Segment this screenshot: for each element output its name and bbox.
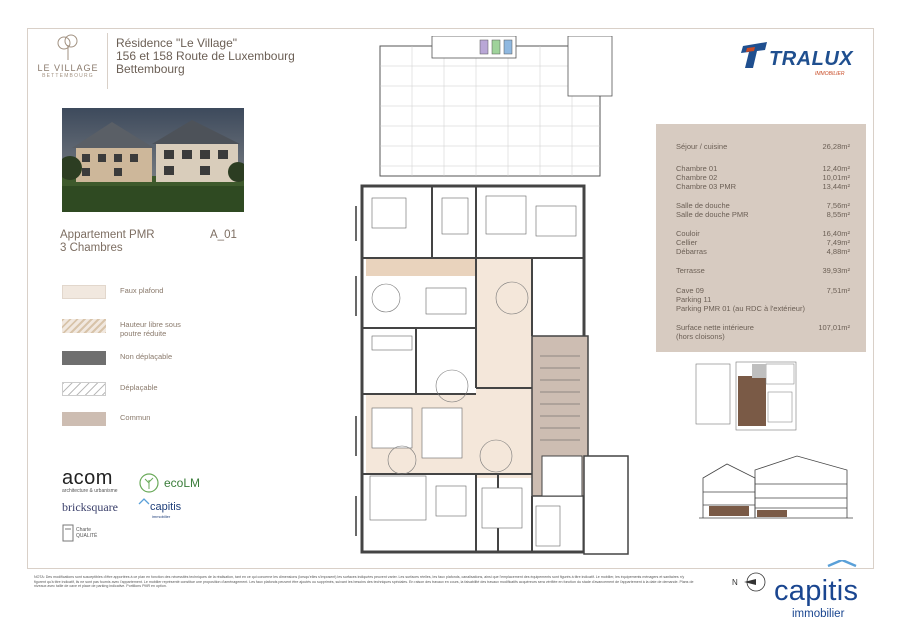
surface-row — [676, 238, 850, 247]
surface-row — [676, 210, 850, 219]
surface-label: Chambre 03 PMR — [676, 182, 737, 191]
tralux-logo-subtitle: IMMOBILIER — [815, 71, 845, 77]
surface-label: (hors cloisons) — [676, 332, 725, 341]
surface-row — [676, 295, 850, 304]
surface-value: 26,28m² — [822, 142, 850, 151]
surface-value: 4,88m² — [826, 247, 850, 256]
surface-value: 10,01m² — [822, 173, 850, 182]
legend-item-non-deplacable — [60, 350, 300, 370]
surface-label: Terrasse — [676, 266, 705, 275]
legend-item-commun — [60, 411, 300, 431]
surface-label: Couloir — [676, 229, 700, 238]
surface-row — [676, 142, 850, 151]
legend-item-faux-plafond — [60, 284, 300, 304]
charte-text — [76, 527, 116, 539]
charte-line1: Charte — [76, 527, 92, 533]
apartment-type — [60, 229, 155, 255]
bricksquare-logo: bricksquare — [62, 500, 118, 514]
surface-row — [676, 323, 850, 332]
surface-label: Chambre 01 — [676, 164, 718, 173]
legend-swatch — [62, 382, 106, 396]
residence-name: Résidence "Le Village" — [116, 36, 238, 50]
floor-plan-drawing — [352, 36, 644, 564]
capitis-small-logo — [138, 497, 182, 519]
acom-logo-text: acom — [62, 467, 113, 489]
legend-label: Faux plafond — [120, 286, 164, 295]
legend-swatch — [62, 319, 106, 333]
charte-qualite-logo — [62, 524, 98, 547]
acom-logo — [62, 468, 118, 494]
header-divider — [107, 33, 108, 89]
surface-value: 12,40m² — [822, 164, 850, 173]
capitis-logo-subtitle: immobilier — [792, 608, 845, 620]
surface-label: Salle de douche PMR — [676, 210, 749, 219]
capitis-small-subtitle: immobilier — [152, 514, 171, 519]
house-icon — [138, 498, 150, 510]
apartment-reference: A_01 — [210, 229, 237, 241]
compass-icon — [732, 566, 772, 596]
acom-logo-subtitle: architecture & urbanisme — [62, 488, 118, 494]
surface-value: 16,40m² — [822, 229, 850, 238]
legend-label: Commun — [120, 413, 151, 422]
surface-label: Surface nette intérieure — [676, 323, 754, 332]
surface-label: Parking PMR 01 (au RDC à l'extérieur) — [676, 304, 805, 313]
building-render-image — [62, 108, 244, 212]
north-label: N — [732, 578, 738, 587]
surface-value: 7,51m² — [826, 286, 850, 295]
surface-label: Parking 11 — [676, 295, 712, 304]
surface-row — [676, 182, 850, 191]
surface-row — [676, 332, 850, 341]
ecolm-logo-text: ecoLM — [164, 476, 201, 490]
charte-line2: QUALITÉ — [76, 533, 98, 539]
ecolm-logo — [138, 472, 201, 499]
surface-row — [676, 201, 850, 210]
legend-item-deplacable — [60, 381, 300, 401]
building-section-diagram — [697, 448, 857, 526]
surface-row — [676, 266, 850, 275]
surface-value: 39,93m² — [822, 266, 850, 275]
surface-label: Débarras — [676, 247, 707, 256]
legend-label: Non déplaçable — [120, 352, 173, 361]
tralux-logo-text: TRALUX — [769, 48, 854, 70]
tree-icon — [56, 33, 80, 61]
tralux-mark-icon — [741, 40, 771, 70]
legend-label: Déplaçable — [120, 383, 158, 392]
le-village-logo — [36, 33, 100, 93]
legend-item-hauteur-libre — [60, 318, 300, 338]
logo-subtitle: BETTEMBOURG — [42, 73, 94, 79]
surface-label: Cave 09 — [676, 286, 704, 295]
surface-value: 7,56m² — [826, 201, 850, 210]
surface-row — [676, 304, 850, 313]
address-block — [116, 37, 295, 76]
north-arrow — [732, 566, 772, 596]
surfaces-table — [656, 124, 866, 352]
city: Bettembourg — [116, 62, 185, 76]
ecolm-icon — [138, 472, 160, 494]
apartment-type-line2: 3 Chambres — [60, 242, 123, 254]
tralux-logo — [741, 40, 861, 80]
legend-swatch — [62, 412, 106, 426]
capitis-small-text: capitis — [150, 501, 182, 513]
surface-label: Salle de douche — [676, 201, 730, 210]
surface-value: 7,49m² — [826, 238, 850, 247]
surface-value: 107,01m² — [818, 323, 850, 332]
street-address: 156 et 158 Route de Luxembourg — [116, 49, 295, 63]
surface-label: Séjour / cuisine — [676, 142, 728, 151]
logo-title: LE VILLAGE — [37, 63, 99, 73]
legend-label: Hauteur libre sous poutre réduite — [120, 320, 181, 338]
surface-row — [676, 247, 850, 256]
surface-row — [676, 173, 850, 182]
location-mini-plan — [690, 352, 850, 432]
surface-row — [676, 229, 850, 238]
surface-label: Cellier — [676, 238, 698, 247]
charte-badge-icon — [62, 524, 74, 542]
surface-row — [676, 164, 850, 173]
surface-label: Chambre 02 — [676, 173, 718, 182]
legend-swatch — [62, 351, 106, 365]
surface-row — [676, 286, 850, 295]
surface-value: 8,55m² — [826, 210, 850, 219]
legend-swatch — [62, 285, 106, 299]
legal-notes: NOTA: Des modifications sont susceptibles d'être apportées à ce plan en fonction des nécessités techniques de la réalisation, tant en ce qui concerne les dimensions (lorsqu'elles s'imposent) les surfaces indiquées peuvent varier. Les surfaces réelles, les faux plafonds, canalisations, ainsi que l'emplacement des équipements sont figurés à titre indicatif. Le mobilier, les équipements ménagers et sanitaires n'y figurent qu'à titre indicatif, ils ne sont pas fournis avec l'appartement. Le mobilier représenté constitue une proposition d'aménagement. Les faux plafonds peuvent être ajoutés ou supprimés, suivant les besoins des techniques spéciales. En raison des travaux en cours, la faisabilité des travaux modificatifs acquéreurs sera vérifiée en fonction du stade d'avancement de l'appartement à la date de demande. Plans de niveaux avec taille de cave et place de parking indicative. Portillons PMR en option. — [34, 575, 694, 589]
surface-value: 13,44m² — [822, 182, 850, 191]
capitis-logo — [768, 560, 888, 630]
apartment-type-line1: Appartement PMR — [60, 229, 155, 241]
capitis-logo-text: capitis — [774, 575, 859, 607]
